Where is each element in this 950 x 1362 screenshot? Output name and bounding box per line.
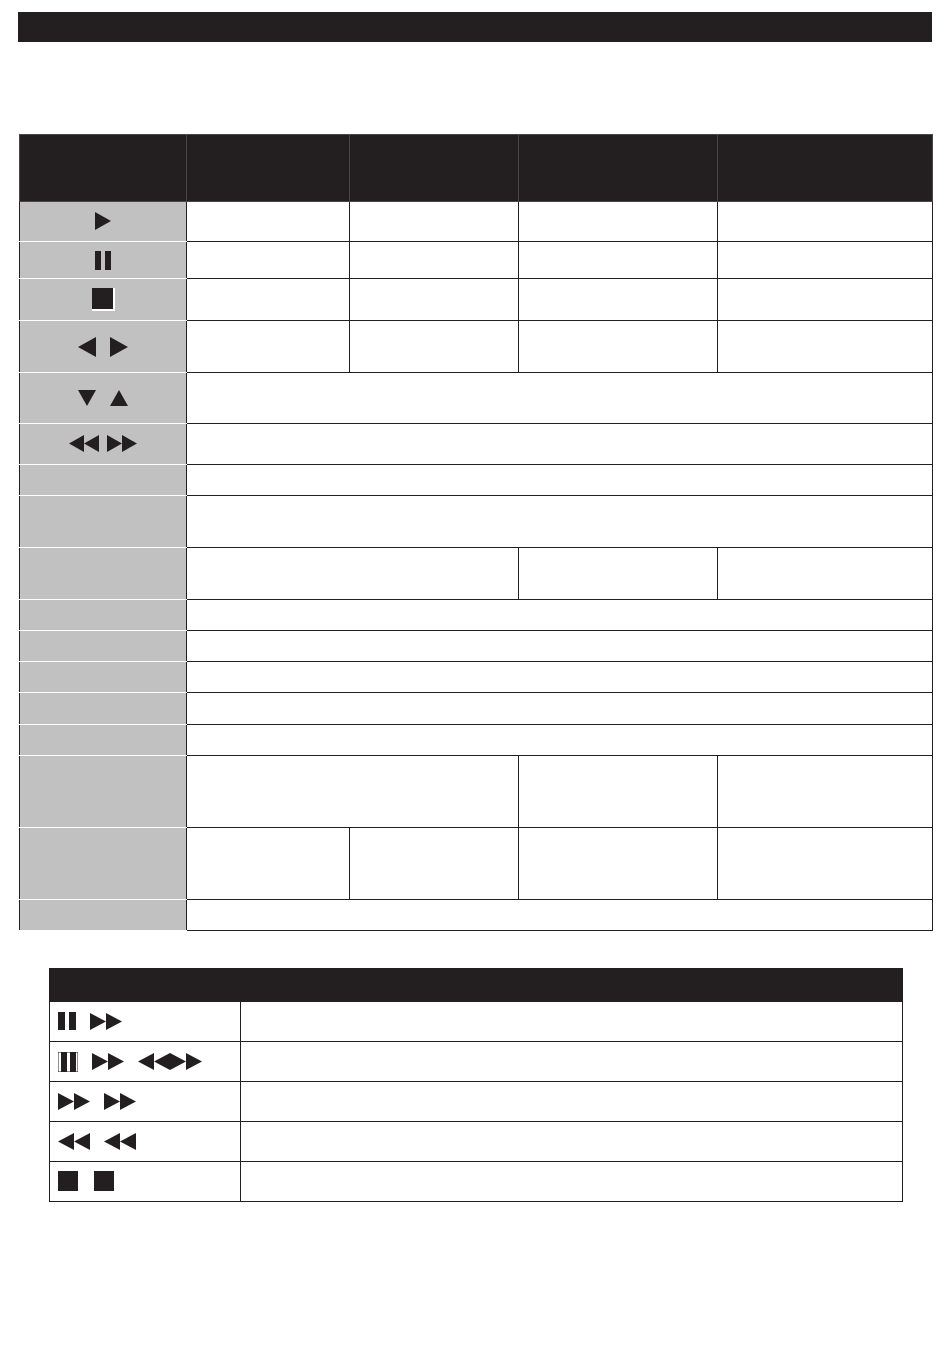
page-header-bar (18, 12, 932, 42)
up-arrow-icon (110, 390, 128, 406)
table-row (50, 1122, 903, 1162)
header-cell (20, 135, 187, 202)
icon-cell-rewind-rewind (50, 1122, 241, 1162)
key-cell (20, 756, 187, 828)
pause-icon (95, 251, 111, 270)
table-cell (350, 202, 519, 242)
table-row (50, 1042, 903, 1082)
table-cell (519, 279, 718, 321)
fast-forward-icon (104, 1093, 136, 1110)
table-cell (718, 321, 933, 373)
fast-forward-icon (92, 1053, 124, 1070)
table-header-row (20, 135, 933, 202)
table-cell (519, 321, 718, 373)
table-row (20, 321, 933, 373)
key-cell-left-right (20, 321, 187, 373)
header-cell (50, 969, 903, 1002)
play-icon (95, 212, 111, 230)
table-cell (350, 828, 519, 900)
table-row (50, 1082, 903, 1122)
table-cell (519, 548, 718, 600)
table-row (20, 496, 933, 548)
rewind-icon (138, 1053, 170, 1070)
icon-cell-pause-fastforward (50, 1002, 241, 1042)
header-cell (187, 135, 350, 202)
table-cell (519, 756, 718, 828)
table-row (20, 900, 933, 931)
table-cell (187, 725, 933, 756)
key-cell-pause (20, 242, 187, 279)
table-cell (187, 693, 933, 725)
table-row (50, 1162, 903, 1202)
table-cell (718, 242, 933, 279)
stop-icon (92, 288, 115, 311)
description-cell (241, 1002, 903, 1042)
table-cell (187, 424, 933, 465)
pause-icon (58, 1012, 76, 1030)
table-header-row (50, 969, 903, 1002)
table-cell (187, 548, 519, 600)
table-cell (187, 279, 350, 321)
table-cell (187, 242, 350, 279)
description-cell (241, 1082, 903, 1122)
table-cell (187, 828, 350, 900)
function-table (19, 134, 933, 931)
key-cell (20, 465, 187, 496)
table-row (20, 828, 933, 900)
key-cell-play (20, 202, 187, 242)
table-cell (718, 828, 933, 900)
table-row (20, 202, 933, 242)
table-cell (718, 548, 933, 600)
table-cell (187, 321, 350, 373)
table-row (20, 242, 933, 279)
table-row (20, 465, 933, 496)
rewind-icon (69, 435, 99, 452)
description-cell (241, 1122, 903, 1162)
fast-forward-icon (90, 1013, 122, 1030)
key-cell-rewind-fastforward (20, 424, 187, 465)
table-cell (187, 496, 933, 548)
header-cell (718, 135, 933, 202)
fast-forward-icon (170, 1053, 202, 1070)
rewind-icon (104, 1133, 136, 1150)
table-cell (187, 373, 933, 424)
table-row (20, 631, 933, 662)
down-arrow-icon (78, 390, 96, 406)
key-cell (20, 693, 187, 725)
table-row (20, 548, 933, 600)
table-cell (187, 631, 933, 662)
stop-icon (94, 1171, 116, 1193)
key-cell (20, 725, 187, 756)
icon-combination-table (49, 968, 903, 1202)
table-cell (350, 279, 519, 321)
table-cell (718, 756, 933, 828)
rewind-icon (58, 1133, 90, 1150)
table-cell (187, 465, 933, 496)
header-cell (350, 135, 519, 202)
table-cell (350, 242, 519, 279)
table-cell (519, 242, 718, 279)
key-cell (20, 900, 187, 931)
table-cell (187, 900, 933, 931)
key-cell (20, 496, 187, 548)
table-cell (519, 202, 718, 242)
left-arrow-icon (78, 337, 96, 357)
table-row (20, 756, 933, 828)
table-row (20, 279, 933, 321)
description-cell (241, 1162, 903, 1202)
table-row (20, 725, 933, 756)
key-cell (20, 631, 187, 662)
table-cell (519, 828, 718, 900)
key-cell (20, 548, 187, 600)
table-cell (187, 756, 519, 828)
table-cell (350, 321, 519, 373)
fast-forward-icon (58, 1093, 90, 1110)
key-cell-down-up (20, 373, 187, 424)
right-arrow-icon (110, 337, 128, 357)
icon-cell-fastforward-fastforward (50, 1082, 241, 1122)
key-cell (20, 662, 187, 693)
table-cell (187, 600, 933, 631)
icon-cell-stop-stop (50, 1162, 241, 1202)
table-row (20, 424, 933, 465)
header-cell (519, 135, 718, 202)
key-cell-stop (20, 279, 187, 321)
key-cell (20, 828, 187, 900)
fast-forward-icon (107, 435, 137, 452)
stop-icon (58, 1171, 80, 1193)
table-row (20, 373, 933, 424)
table-cell (718, 279, 933, 321)
table-row (20, 662, 933, 693)
description-cell (241, 1042, 903, 1082)
pause-icon (58, 1052, 78, 1072)
table-cell (718, 202, 933, 242)
icon-cell-pause-fastforward-rewind (50, 1042, 241, 1082)
table-row (50, 1002, 903, 1042)
table-cell (187, 662, 933, 693)
key-cell (20, 600, 187, 631)
table-cell (187, 202, 350, 242)
table-row (20, 693, 933, 725)
table-row (20, 600, 933, 631)
